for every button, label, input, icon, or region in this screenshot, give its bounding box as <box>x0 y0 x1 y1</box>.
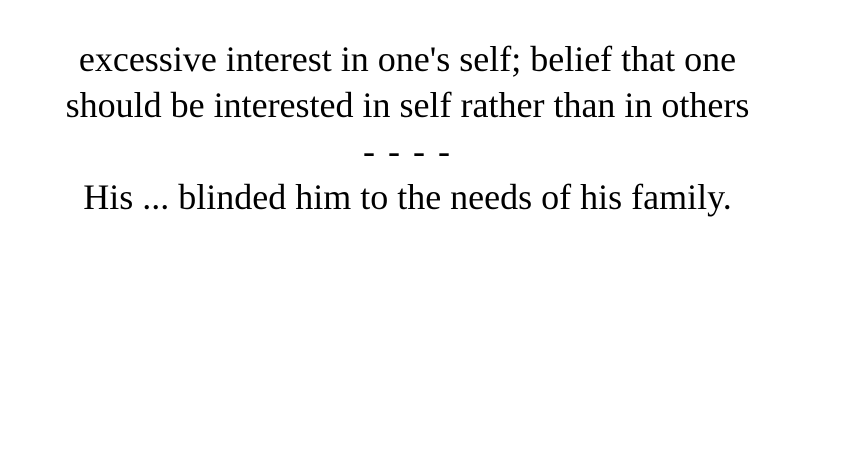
definition-line-2: should be interested in self rather than in others <box>65 85 750 125</box>
example-sentence: His ... blinded him to the needs of his family. <box>83 177 732 217</box>
flashcard <box>0 0 815 220</box>
definition-line-1: excessive interest in one's self; belief that one <box>78 39 737 79</box>
separator: - - - - <box>363 131 452 171</box>
